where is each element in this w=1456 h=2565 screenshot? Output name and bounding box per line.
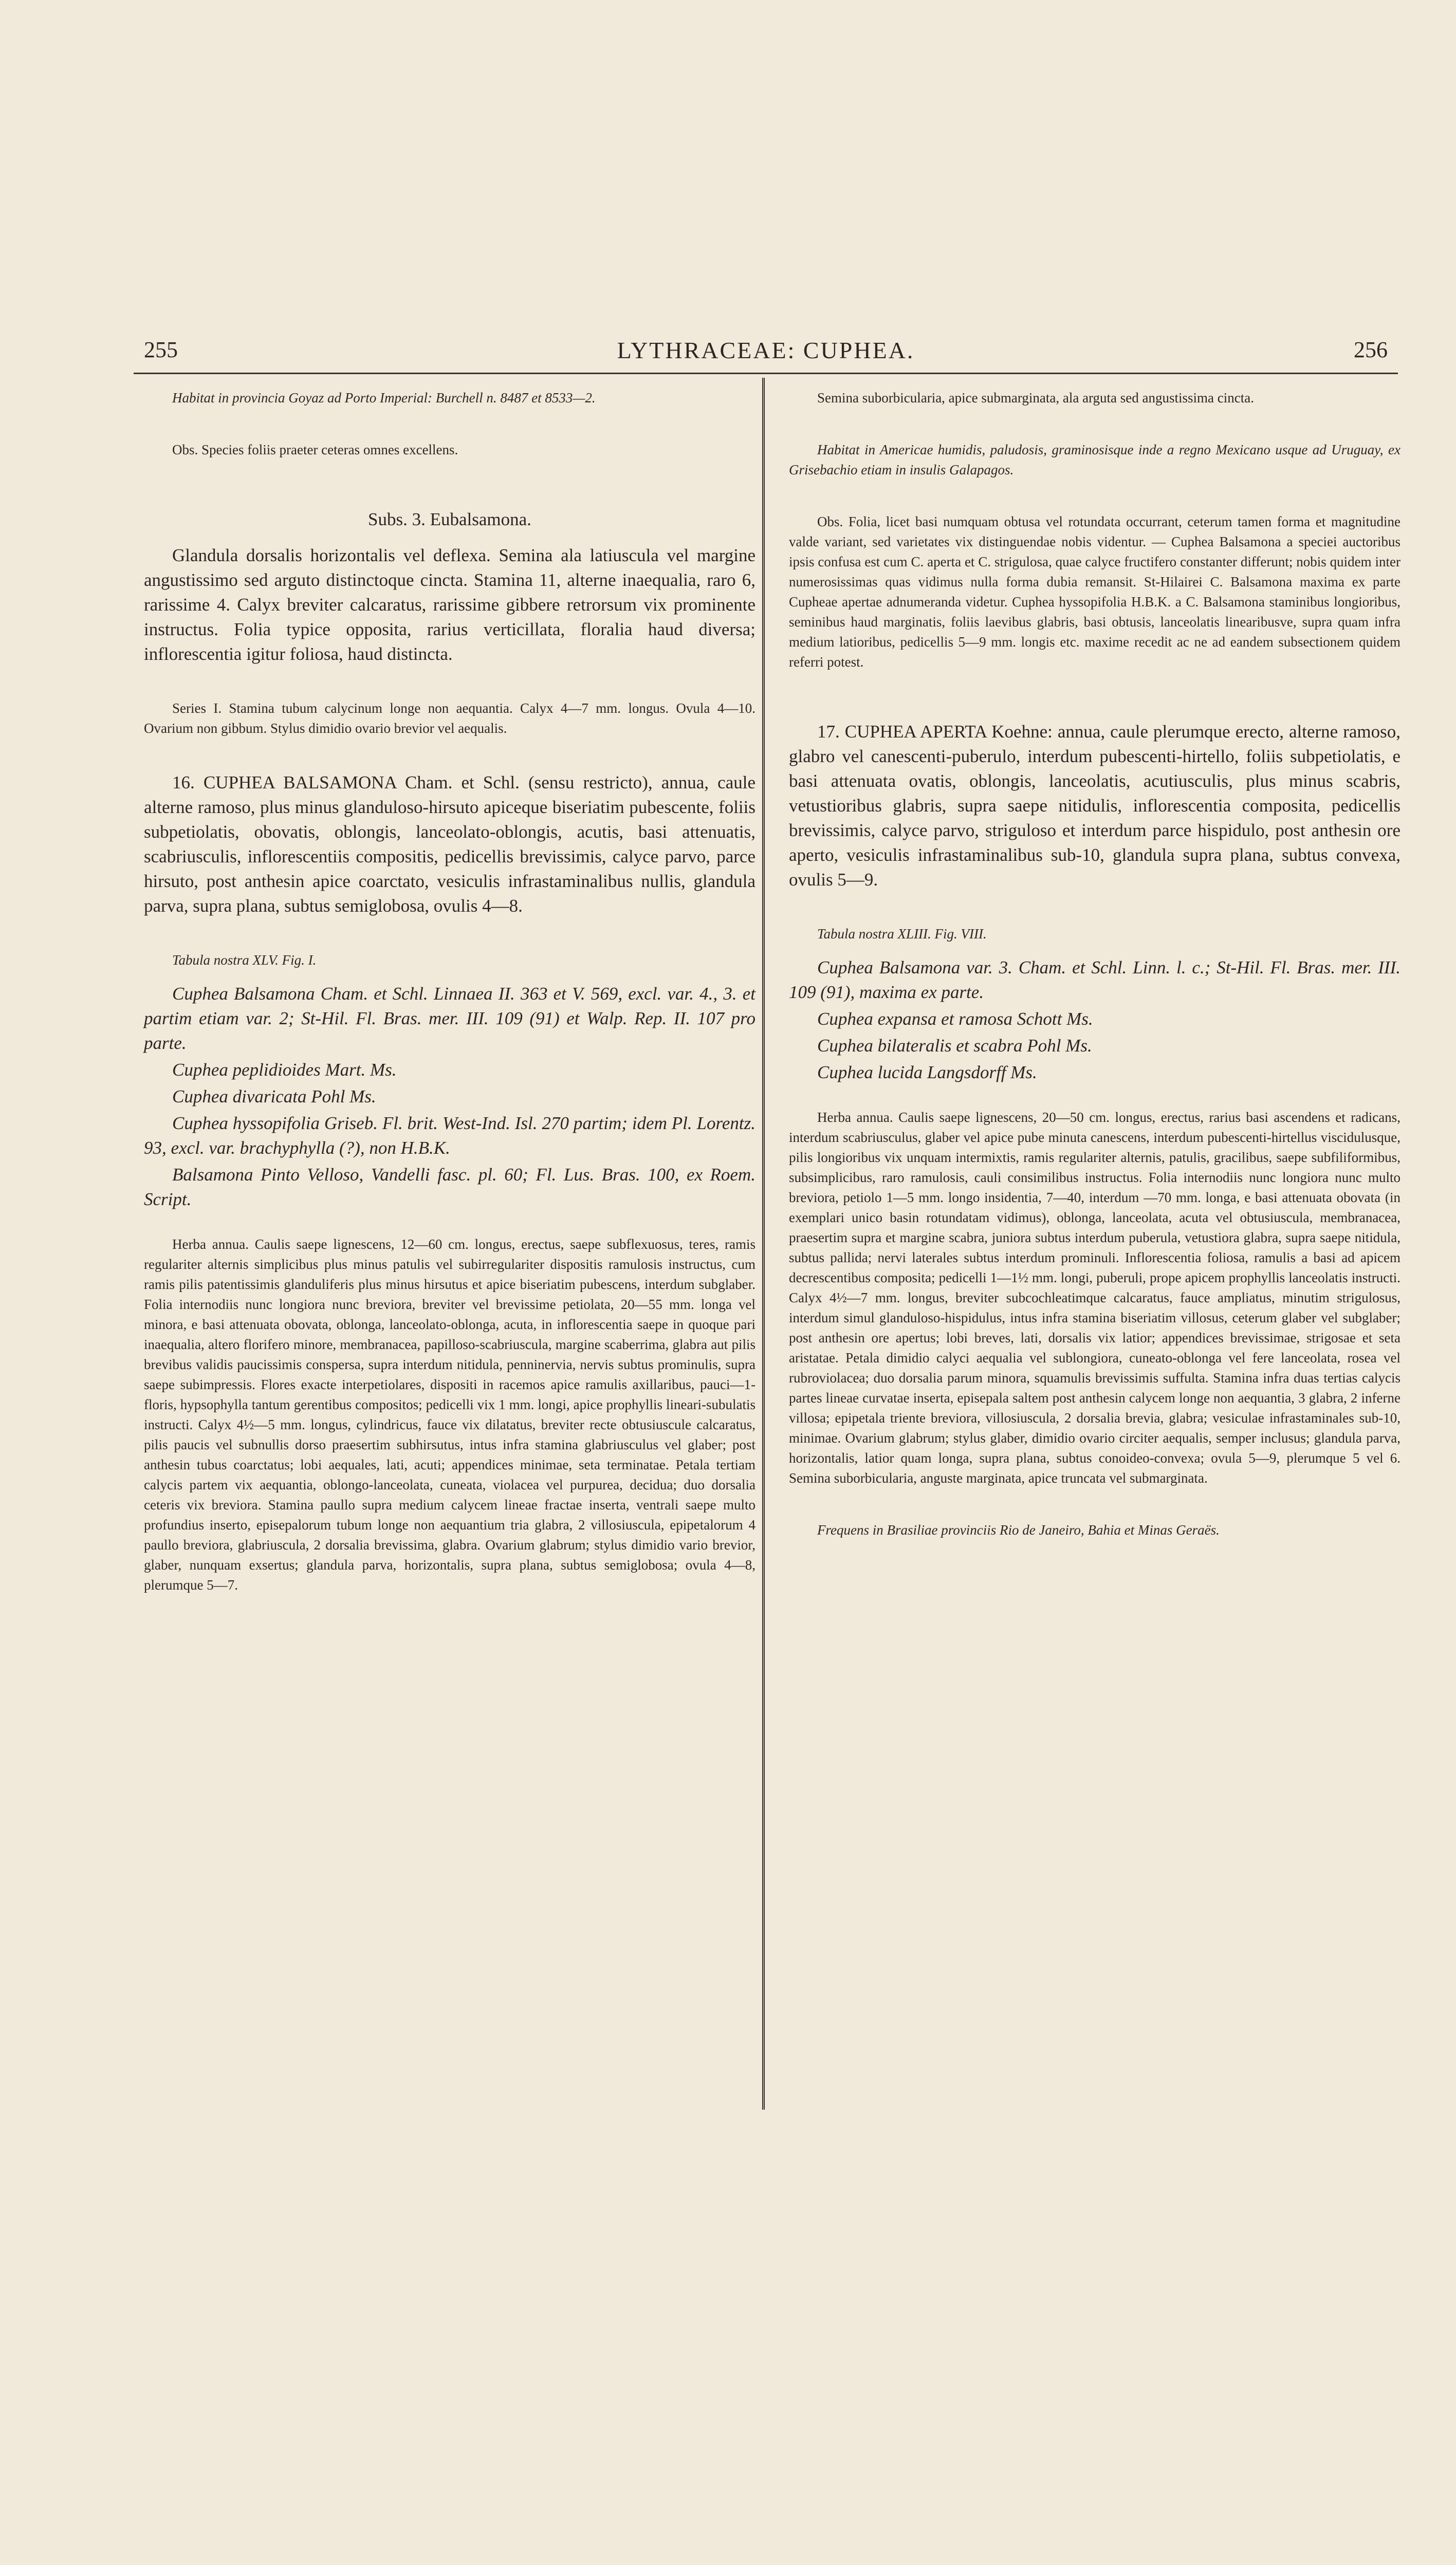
synonym-entry: Balsamona Pinto Velloso, Vandelli fasc. pl. 60; Fl. Lus. Bras. 100, ex Roem. Script.: [144, 1165, 755, 1209]
semina-continuation: Semina suborbicularia, apice submarginata, ala arguta sed angustissima cincta.: [817, 390, 1254, 405]
species-16-observation: Obs. Folia, licet basi numquam obtusa vel rotundata occurrant, ceterum tamen forma et magnitudine valde variant, sed varietates vix distinguendae nobis videntur. — Cuphea Balsamona a speciei auctoribus ipsis confusa est cum C. aperta et C. strigulosa, quae calyce fructifero constanter differunt; nobis quidem inter numerosissimas quas vidimus nulla forma dubia remansit. St-Hilairei C. Balsamona maxima ex parte Cupheae apertae adnumeranda videtur. Cuphea hyssopifolia H.B.K. a C. Balsamona staminibus longioribus, seminibus haud marginatis, foliis laevibus glabris, basi obtusis, lanceolatis linearibusve, supra quam infra medium latioribus, pedicellis 5—9 mm. longis etc. maxime recedit ac ne ad eandem subsectionem quidem referri potest.: [789, 514, 1400, 670]
synonym-entry: Cuphea hyssopifolia Griseb. Fl. brit. West-Ind. Isl. 270 partim; idem Pl. Lorentz. 93, excl. var. brachyphylla (?), non H.B.K.: [144, 1113, 755, 1158]
synonym-entry: Cuphea bilateralis et scabra Pohl Ms.: [817, 1036, 1092, 1056]
synonym-entry: Cuphea expansa et ramosa Schott Ms.: [817, 1009, 1093, 1029]
species-16-description: Herba annua. Caulis saepe lignescens, 12—60 cm. longus, erectus, saepe subflexuosus, teres, ramis regulariter alternis simplicibus plus minus patulis vel subirregulariter dispositis ramulosis instructus, cum ramis pilis patentissimis glanduliferis plus minus hirsutus et apice biseriatim pubescens, interdum subglaber. Folia internodiis nunc longiora nunc breviora, breviter vel brevissime petiolata, 20—55 mm. longa vel minora, e basi attenuata obovata, oblonga, lanceolato-oblonga, acuta, in inflorescentia saepe in quoque pari inaequalia, altero florifero minore, membranacea, papilloso-scabriuscula, margine scaberrima, glabra aut pilis brevibus validis paucissimis conspersa, supra interdum nitidula, penninervia, nervis subtus prominulis, supra saepe subimpressis. Flores exacte interpetiolares, dispositi in racemos apice ramulis axillaribus, pauci—1-floris, hypsophylla tantum gerentibus compositos; pedicelli vix 1 mm. longi, apice prophyllis lineari-subulatis instructi. Calyx 4½—5 mm. longus, cylindricus, fauce vix dilatatus, breviter recte obtusiuscule calcaratus, pilis paucis vel subnullis dorso praesertim subhirsutus, intus infra stamina glabriusculus vel glaber; post anthesin tubus coarctatus; lobi aequales, lati, acuti; appendices minimae, seta terminatae. Petala tertiam calycis partem vix aequantia, oblongo-lanceolata, cuneata, violacea vel purpurea, decidua; duo dorsalia ceteris vix breviora. Stamina paullo supra medium calycem lineae fractae inserta, ventrali saepe multo profundius inserto, episepalorum tubum longe non aequantium tria glabra, 2 villosiuscula, epipetalorum 4 paullo breviora, glabriuscula, 2 dorsalia brevissima, glabra. Ovarium glabrum; stylus dimidio vario brevior, glaber, nunquam exsertus; glandula parva, horizontalis, supra plana, subtus semiglobosa; ovula 4—8, plerumque 5—7.: [144, 1237, 755, 1593]
synonym-entry: Cuphea peplidioides Mart. Ms.: [172, 1060, 397, 1080]
obs-previous: Obs. Species foliis praeter ceteras omnes excellens.: [172, 442, 458, 457]
species-17-diagnosis: 17. CUPHEA APERTA Koehne: annua, caule plerumque erecto, alterne ramoso, glabro vel canescenti-puberulo, interdum pubescenti-hirtello, foliis subpetiolatis, e basi attenuata ovatis, oblongis, lanceolatis, acutiusculis, plus minus scabris, vetustioribus glabris, supra saepe nitidulis, inflorescentia composita, pedicellis brevissimis, calyce parvo, striguloso et interdum parce hispidulo, post anthesin ore aperto, vesiculis infrastaminalibus sub-10, glandula supra plana, subtus convexa, ovulis 5—9.: [789, 722, 1400, 890]
species-16-tabula: Tabula nostra XLV. Fig. I.: [172, 952, 317, 968]
page-number-left: 255: [144, 337, 178, 362]
column-divider: [762, 378, 765, 2110]
left-column: [144, 388, 755, 1607]
page-header: [144, 337, 1388, 373]
synonym-entry: Cuphea Balsamona Cham. et Schl. Linnaea II. 363 et V. 569, excl. var. 4., 3. et partim etiam var. 2; St-Hil. Fl. Bras. mer. III. 109 (91) et Walp. Rep. II. 107 pro parte.: [144, 984, 755, 1053]
species-17-tabula: Tabula nostra XLIII. Fig. VIII.: [817, 926, 987, 942]
synonym-entry: Cuphea divaricata Pohl Ms.: [172, 1086, 376, 1106]
synonym-entry: Cuphea lucida Langsdorff Ms.: [817, 1062, 1037, 1082]
header-rule: [134, 373, 1398, 374]
running-title: LYTHRACEAE: CUPHEA.: [617, 337, 915, 363]
synonym-entry: Cuphea Balsamona var. 3. Cham. et Schl. Linn. l. c.; St-Hil. Fl. Bras. mer. III. 109 (91), maxima ex parte.: [789, 957, 1400, 1002]
subsection-heading: Subs. 3. Eubalsamona.: [368, 509, 531, 529]
species-17-description: Herba annua. Caulis saepe lignescens, 20—50 cm. longus, erectus, rarius basi ascendens et radicans, interdum scabriusculus, glaber vel apice pube minuta canescens, interdum pubescenti-hirtellus viscidulusque, pilis longioribus vix unquam intermixtis, ramis regulariter alternis, patulis, gracilibus, saepe subfiliformibus, subsimplicibus, raro ramulosis, cauli consimilibus instructus. Folia internodiis nunc longiora nunc multo breviora, petiolo 1—5 mm. longo insidentia, 7—40, interdum —70 mm. longa, e basi attenuata obovata (in exemplari unico basin rotundatam vidimus), oblonga, lanceolata, acuta vel obtusiuscula, membranacea, praesertim supra et margine scabra, juniora subtus interdum puberula, vetustiora glabra, supra saepe nitidula, subtus pallida; nervi laterales subtus interdum prominuli. Inflorescentia foliosa, ramulis a basi ad apicem decrescentibus composita; pedicelli 1—1½ mm. longi, puberuli, prope apicem prophyllis lanceolatis instructi. Calyx 4½—7 mm. longus, breviter subcochleatimque calcaratus, fauce ampliatus, minutim strigulosus, interdum simul glanduloso-hispidulus, intus infra stamina biseriatim villosus, ceterum glaber vel subglaber; post anthesin ore apertus; lobi breves, lati, dorsalis vix latior; appendices brevissimae, strigosae et seta aristatae. Petala dimidio calyci aequalia vel sublongiora, cuneato-oblonga vel fere lanceolata, rosea vel rubroviolacea; duo dorsalia parum minora, squamulis brevissimis suffulta. Stamina infra duas tertias calycis partes lineae curvatae inserta, episepala saltem post anthesin calycem longe non aequantia, 3 glabra, 2 inferne villosa; epipetala triente breviora, villosiuscula, 2 dorsalia brevia, glabra; vesiculae infrastaminales sub-10, minimae. Ovarium glabrum; stylus glaber, dimidio ovario circiter aequalis, semper inclusus; glandula parva, horizontalis, latior quam longa, supra plana, subtus conoideo-convexa; ovula 5—9, plerumque 5 vel 6. Semina suborbicularia, anguste marginata, apice truncata vel submarginata.: [789, 1110, 1400, 1486]
species-17-synonyms: [789, 955, 1400, 1085]
subsection-description: Glandula dorsalis horizontalis vel deflexa. Semina ala latiuscula vel margine angustissimo sed arguto distinctoque cincta. Stamina 11, alterne inaequalia, raro 6, rarissime 4. Calyx breviter calcaratus, rarissime gibbere retrorsum vix prominente instructus. Folia typice opposita, rarius verticillata, floralia haud diversa; inflorescentia igitur foliosa, haud distincta.: [144, 545, 755, 664]
page-number-right: 256: [1354, 337, 1388, 362]
species-16-synonyms: [144, 982, 755, 1212]
series-description: Series I. Stamina tubum calycinum longe non aequantia. Calyx 4—7 mm. longus. Ovula 4—10. Ovarium non gibbum. Stylus dimidio ovario brevior vel aequalis.: [144, 700, 755, 736]
right-column: [789, 388, 1400, 1552]
species-17-habitat: Frequens in Brasiliae provinciis Rio de Janeiro, Bahia et Minas Geraës.: [817, 1522, 1220, 1538]
species-16-diagnosis: 16. CUPHEA BALSAMONA Cham. et Schl. (sensu restricto), annua, caule alterne ramoso, plus minus glanduloso-hirsuto apiceque biseriatim pubescente, foliis subpetiolatis, obovatis, oblongis, lanceolato-oblongis, acutis, basi attenuatis, scabriusculis, inflorescentiis compositis, pedicellis brevissimis, calyce parvo, parce hirsuto, post anthesin apice coarctato, vesiculis infrastaminalibus nullis, glandula parva, supra plana, subtus semiglobosa, ovulis 4—8.: [144, 772, 755, 916]
habitat-previous: Habitat in provincia Goyaz ad Porto Imperial: Burchell n. 8487 et 8533—2.: [172, 390, 596, 405]
species-16-habitat: Habitat in Americae humidis, paludosis, graminosisque inde a regno Mexicano usque ad Uruguay, ex Grisebachio etiam in insulis Galapagos.: [789, 442, 1400, 477]
